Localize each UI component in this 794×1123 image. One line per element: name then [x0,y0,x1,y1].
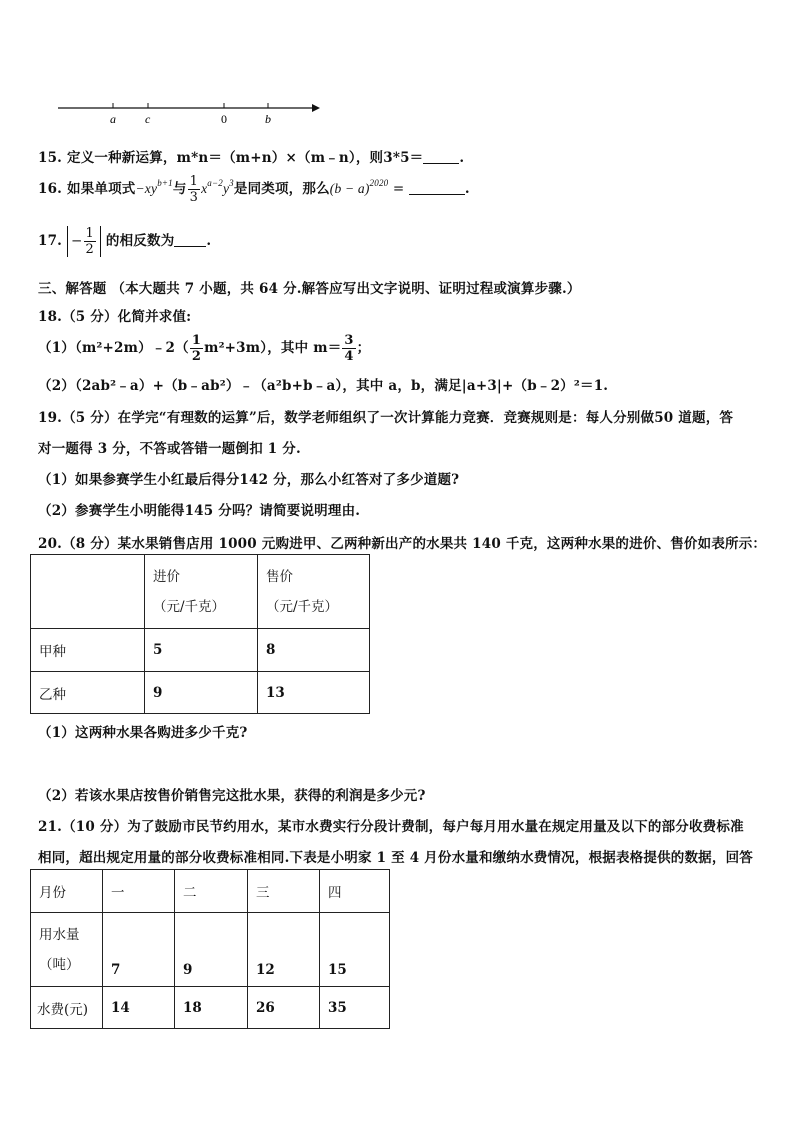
fraction-numerator: 1 [189,174,199,189]
question-text: 如果单项式 [67,181,136,197]
table-row [31,629,370,672]
table-cell-name: 乙种 [31,672,145,714]
question-text: 定义一种新运算， [67,150,177,166]
table-cell-label: 月份 [31,870,103,913]
header-text: 进价 [153,568,180,585]
table-cell-month: 四 [320,870,390,913]
table-row [31,672,370,714]
table-row-month [31,870,390,913]
table-header-buy-price [145,555,258,629]
question-18-part-1 [38,333,370,364]
table-header-sell-price [258,555,370,629]
header-unit: （元/千克） [153,598,226,615]
number-line-label-a: a [110,112,116,126]
table-cell-month: 三 [248,870,320,913]
fraction-numerator: 3 [344,333,354,348]
number-line-label-b: b [265,112,271,126]
minus-sign: − [71,233,83,249]
semicolon: ； [356,340,371,356]
period: . [464,181,470,197]
fraction-three-quarters [342,333,355,364]
header-text: 售价 [266,568,293,585]
table-cell-label [31,913,103,987]
table-cell-value: 12 [248,913,320,987]
fraction-one-third [188,174,200,205]
monomial-2-y-exponent: 3 [229,178,234,188]
table-cell-value: 18 [175,987,248,1029]
question-16 [38,174,470,205]
operation-expression: m*n＝（m+n）×（m﹣n），则3*5＝ [176,150,424,166]
section-heading: 三、解答题 （本大题共 7 小题，共 64 分.解答应写出文字说明、证明过程或演算步骤.） [38,281,581,297]
fraction-one-half [84,226,96,257]
table-cell-value: 7 [103,913,175,987]
question-19-line-2: 对一题得 3 分，不答或答错一题倒扣 1 分. [38,441,301,457]
question-15 [38,146,464,166]
answer-blank [174,246,206,247]
header-unit: （元/千克） [266,598,339,615]
table-cell-value: 26 [248,987,320,1029]
label-text: 用水量 [39,926,80,943]
question-19-part-2: （2）参赛学生小明能得145 分吗？请简要说明理由. [38,503,361,519]
monomial-1 [135,178,173,196]
table-cell-value: 35 [320,987,390,1029]
table-cell-buy: 5 [145,629,258,672]
question-17 [38,226,211,257]
table-cell-value: 15 [320,913,390,987]
question-20-part-1: （1）这两种水果各购进多少千克? [38,725,248,741]
part-1-text-2: m²+3m），其中 m＝ [204,340,342,356]
period: . [206,233,212,249]
fraction-denominator: 3 [189,190,199,205]
power-exponent: 2020 [369,178,389,188]
table-cell-sell: 8 [258,629,370,672]
question-21-line-1: 21.（10 分）为了鼓励市民节约用水，某市水费实行分段计费制，每户每月用水量在规定用量及以下的部分收费标准 [38,819,744,835]
monomial-1-base: −xy [135,181,158,196]
question-19-part-1: （1）如果参赛学生小红最后得分142 分，那么小红答对了多少道题? [38,472,460,488]
question-19-line-1: 19.（5 分）在学完“有理数的运算”后，数学老师组织了一次计算能力竞赛．竞赛规则是：每人分别做50 道题，答 [38,410,734,426]
fraction-denominator: 2 [191,349,202,364]
period: . [459,150,465,166]
table-cell-value: 9 [175,913,248,987]
table-cell-value: 14 [103,987,175,1029]
question-number: 15. [38,150,63,166]
question-20-line-1: 20.（8 分）某水果销售店用 1000 元购进甲、乙两种新出产的水果共 140 千克，这两种水果的进价、售价如表所示： [38,536,767,552]
question-text-2: 是同类项，那么 [233,181,330,197]
fraction-one-half [190,333,203,364]
question-text: 的相反数为 [105,233,175,249]
question-number: 17. [38,233,63,249]
equals-sign: = [388,181,409,197]
monomial-2-y: y [222,181,230,196]
power-expression [329,178,389,196]
table-cell-sell: 13 [258,672,370,714]
question-20-part-2: （2）若该水果店按售价销售完这批水果，获得的利润是多少元? [38,788,426,804]
number-line [58,96,320,128]
monomial-1-exponent: b+1 [157,178,173,188]
number-line-label-c: c [145,112,151,126]
fraction-numerator: 1 [191,333,202,348]
fraction-denominator: 4 [344,349,354,364]
label-unit: （吨） [39,956,80,973]
monomial-2-x-exponent: a−2 [207,178,223,188]
table-row-usage [31,913,390,987]
fraction-numerator: 1 [85,226,94,241]
part-1-text: （1）（m²+2m）﹣2（ [38,340,189,356]
monomial-2 [201,178,234,196]
answer-blank [409,194,465,195]
monomial-2-x: x [201,181,208,196]
absolute-value [67,226,101,257]
table-header-row [31,555,370,629]
water-fee-table [30,869,390,1029]
table-cell-name: 甲种 [31,629,145,672]
question-21-line-2: 相同，超出规定用量的部分收费标准相同.下表是小明家 1 至 4 月份水量和缴纳水费情况，根据表格提供的数据，回答 [38,850,753,866]
table-row-fee [31,987,390,1029]
table-cell-month: 一 [103,870,175,913]
fraction-denominator: 2 [85,242,94,257]
table-cell-label: 水费(元) [31,987,103,1029]
table-cell-buy: 9 [145,672,258,714]
question-number: 16. [38,181,63,197]
question-18-part-2: （2）（2ab²﹣a）+（b﹣ab²）﹣（a²b+b﹣a），其中 a，b，满足|a+3|+（b﹣2）²＝1. [38,378,609,394]
conjunction: 与 [172,181,187,197]
table-cell-empty [31,555,145,629]
answer-blank [423,163,459,164]
table-cell-month: 二 [175,870,248,913]
fruit-price-table [30,554,370,714]
number-line-label-zero: 0 [221,112,227,126]
power-base: (b − a) [329,181,370,196]
question-18-heading: 18.（5 分）化简并求值: [38,309,192,325]
